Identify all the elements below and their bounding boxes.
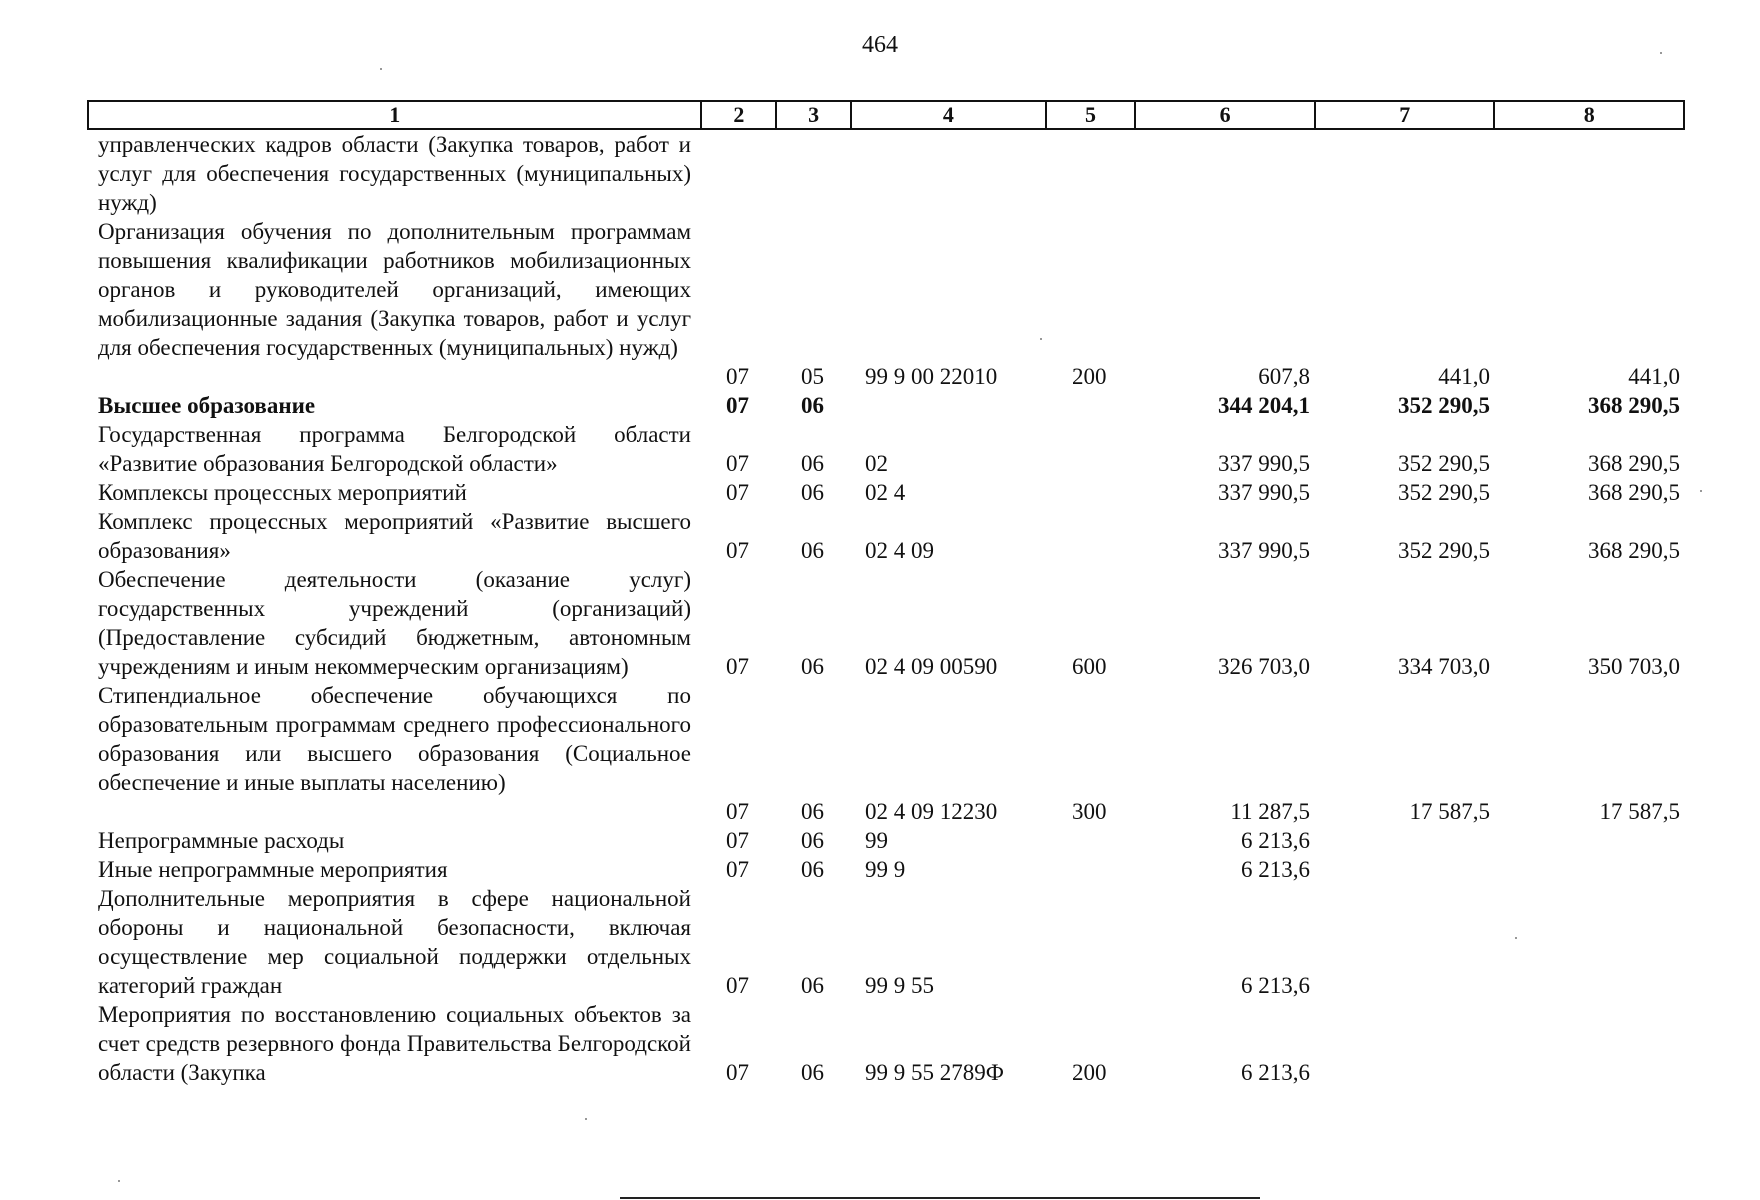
row-name: Государственная программа Белгородской области «Развитие образования Белгородской области»	[98, 422, 691, 476]
cell-expense-type: 200	[1072, 364, 1107, 389]
cell-subsection: 06	[801, 799, 824, 824]
cell-amount-8: 350 703,0	[1588, 654, 1680, 679]
row-name: Комплекс процессных мероприятий «Развитие высшего образования»	[98, 509, 691, 563]
cell-target-code: 02 4 09	[865, 538, 934, 563]
cell-target-code: 99 9	[865, 857, 906, 882]
table-row	[0, 217, 1760, 391]
cell-section: 07	[726, 654, 749, 679]
cell-subsection: 06	[801, 973, 824, 998]
bottom-rule	[620, 1197, 1260, 1199]
header-col-6: 6	[1136, 102, 1316, 128]
cell-amount-6: 6 213,6	[1241, 973, 1310, 998]
cell-section: 07	[726, 828, 749, 853]
cell-amount-7: 17 587,5	[1409, 799, 1490, 824]
table-row	[0, 681, 1760, 826]
table-row	[0, 565, 1760, 681]
header-col-2: 2	[702, 102, 777, 128]
row-name: Дополнительные мероприятия в сфере национальной обороны и национальной безопасности, включая осуществление мер социальной поддержки отдельных категорий граждан	[98, 886, 691, 998]
table-row	[0, 130, 1760, 217]
cell-amount-8: 368 290,5	[1588, 538, 1680, 563]
header-col-1: 1	[89, 102, 702, 128]
row-name: Непрограммные расходы	[98, 828, 345, 853]
cell-amount-7: 441,0	[1438, 364, 1490, 389]
cell-target-code: 02	[865, 451, 888, 476]
scan-speck	[1515, 937, 1517, 939]
cell-amount-7: 334 703,0	[1398, 654, 1490, 679]
cell-subsection: 06	[801, 857, 824, 882]
table-row	[0, 826, 1760, 855]
cell-amount-6: 337 990,5	[1218, 538, 1310, 563]
cell-section: 07	[726, 393, 749, 418]
cell-amount-8: 368 290,5	[1588, 393, 1680, 418]
cell-section: 07	[726, 857, 749, 882]
scan-speck	[380, 68, 382, 70]
scan-speck	[118, 1180, 120, 1182]
cell-amount-6: 344 204,1	[1218, 393, 1310, 418]
table-row	[0, 507, 1760, 565]
cell-amount-6: 11 287,5	[1230, 799, 1310, 824]
cell-section: 07	[726, 480, 749, 505]
scan-speck	[585, 1118, 587, 1120]
page-number: 464	[862, 32, 898, 58]
cell-amount-8: 441,0	[1628, 364, 1680, 389]
table-row	[0, 420, 1760, 478]
cell-target-code: 02 4	[865, 480, 906, 505]
cell-amount-8: 17 587,5	[1599, 799, 1680, 824]
table-row	[0, 884, 1760, 1000]
cell-expense-type: 300	[1072, 799, 1107, 824]
row-name: Обеспечение деятельности (оказание услуг) государственных учреждений (организаций) (Предоставление субсидий бюджетным, автономным учреждениям и иным некоммерческим организациям)	[98, 567, 691, 679]
cell-amount-6: 607,8	[1258, 364, 1310, 389]
cell-section: 07	[726, 538, 749, 563]
cell-target-code: 99	[865, 828, 888, 853]
cell-amount-8: 368 290,5	[1588, 451, 1680, 476]
cell-target-code: 99 9 55 2789Ф	[865, 1060, 1004, 1085]
cell-amount-7: 352 290,5	[1398, 538, 1490, 563]
cell-amount-7: 352 290,5	[1398, 451, 1490, 476]
cell-section: 07	[726, 973, 749, 998]
row-name: Мероприятия по восстановлению социальных объектов за счет средств резервного фонда Правительства Белгородской области (Закупка	[98, 1002, 691, 1085]
row-name: Высшее образование	[98, 393, 316, 418]
cell-subsection: 05	[801, 364, 824, 389]
cell-expense-type: 600	[1072, 654, 1107, 679]
cell-amount-6: 326 703,0	[1218, 654, 1310, 679]
row-name: Стипендиальное обеспечение обучающихся по образовательным программам среднего профессионального образования или высшего образования (Социальное обеспечение и иные выплаты населению)	[98, 683, 691, 795]
cell-amount-6: 6 213,6	[1241, 1060, 1310, 1085]
cell-subsection: 06	[801, 654, 824, 679]
cell-subsection: 06	[801, 1060, 824, 1085]
header-col-4: 4	[852, 102, 1047, 128]
cell-target-code: 99 9 55	[865, 973, 934, 998]
scan-speck	[1040, 338, 1042, 340]
cell-target-code: 02 4 09 12230	[865, 799, 998, 824]
cell-section: 07	[726, 364, 749, 389]
cell-section: 07	[726, 1060, 749, 1085]
row-name: Иные непрограммные мероприятия	[98, 857, 448, 882]
cell-amount-7: 352 290,5	[1398, 480, 1490, 505]
header-col-5: 5	[1047, 102, 1137, 128]
cell-section: 07	[726, 799, 749, 824]
cell-target-code: 99 9 00 22010	[865, 364, 998, 389]
row-name: Организация обучения по дополнительным программам повышения квалификации работников мобилизационных органов и руководителей организаций, имеющих мобилизационные задания (Закупка товаров, работ и услуг для обеспечения государственных (муниципальных) нужд)	[98, 219, 691, 360]
table-header	[87, 100, 1685, 130]
cell-expense-type: 200	[1072, 1060, 1107, 1085]
cell-amount-7: 352 290,5	[1398, 393, 1490, 418]
header-col-3: 3	[777, 102, 852, 128]
cell-amount-6: 6 213,6	[1241, 828, 1310, 853]
row-name: управленческих кадров области (Закупка товаров, работ и услуг для обеспечения государственных (муниципальных) нужд)	[98, 132, 691, 215]
cell-amount-8: 368 290,5	[1588, 480, 1680, 505]
table-row	[0, 478, 1760, 507]
header-col-7: 7	[1316, 102, 1496, 128]
cell-section: 07	[726, 451, 749, 476]
cell-amount-6: 6 213,6	[1241, 857, 1310, 882]
cell-subsection: 06	[801, 828, 824, 853]
table-row	[0, 855, 1760, 884]
row-name: Комплексы процессных мероприятий	[98, 480, 467, 505]
cell-subsection: 06	[801, 480, 824, 505]
table-row	[0, 1000, 1760, 1087]
cell-target-code: 02 4 09 00590	[865, 654, 998, 679]
scan-speck	[1700, 490, 1702, 492]
cell-amount-6: 337 990,5	[1218, 451, 1310, 476]
cell-amount-6: 337 990,5	[1218, 480, 1310, 505]
table-row	[0, 391, 1760, 420]
cell-subsection: 06	[801, 451, 824, 476]
cell-subsection: 06	[801, 393, 824, 418]
cell-subsection: 06	[801, 538, 824, 563]
header-col-8: 8	[1583, 102, 1595, 127]
scan-speck	[1660, 52, 1662, 54]
